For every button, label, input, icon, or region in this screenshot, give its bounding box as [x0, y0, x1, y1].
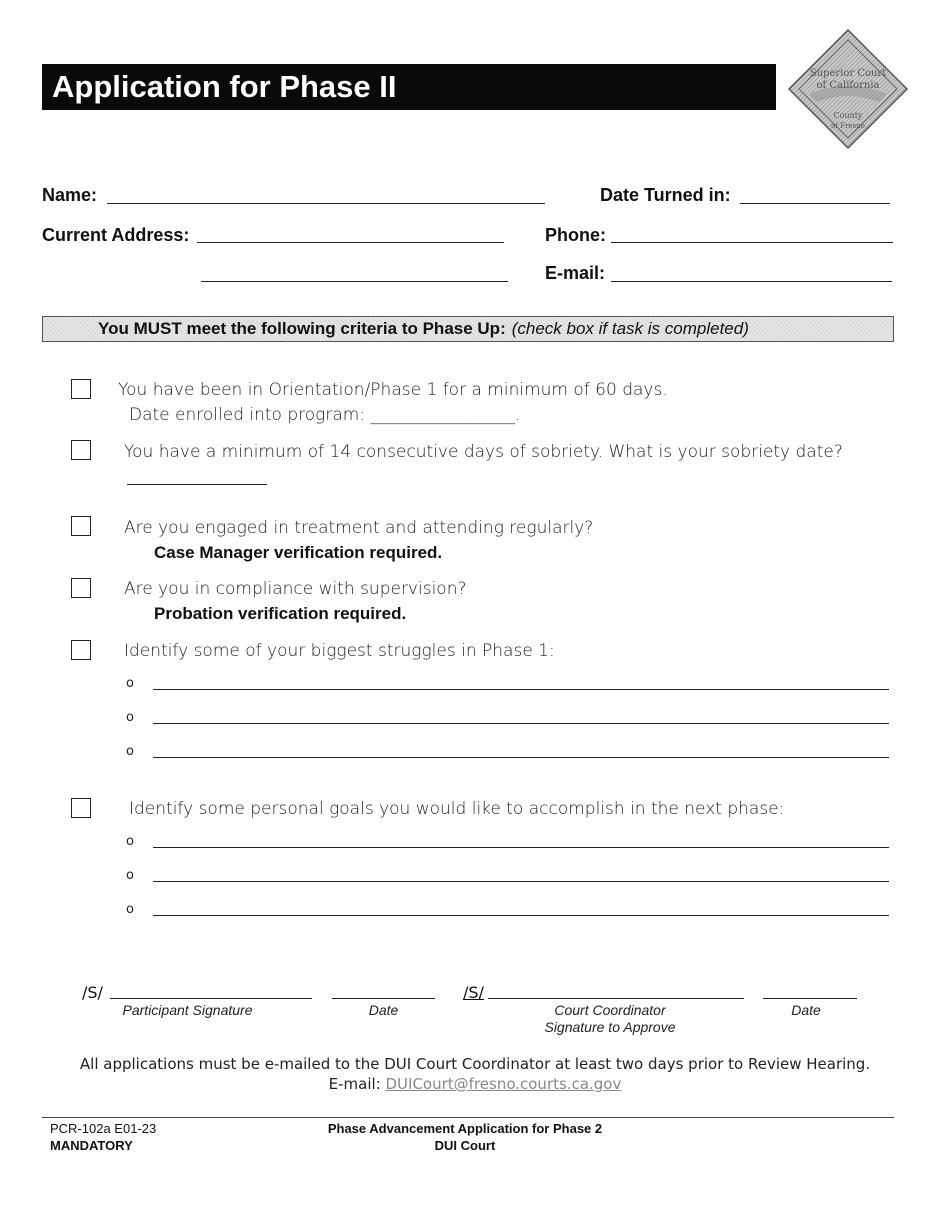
email-field[interactable] [611, 281, 892, 282]
notice-email-label: E-mail: [328, 1075, 381, 1093]
participant-signature-caption: Participant Signature [122, 1002, 253, 1018]
checkbox-orientation[interactable] [71, 379, 91, 399]
bullet: o [126, 868, 134, 883]
participant-date-field[interactable] [332, 998, 435, 999]
checkbox-struggles[interactable] [71, 640, 91, 660]
submission-notice: All applications must be e-mailed to the DUI Court Coordinator at least two days prior to Review Hearing. [79, 1055, 871, 1073]
court-seal-logo [787, 28, 909, 150]
criteria-item-text: Identify some personal goals you would like to accomplish in the next phase: [129, 799, 785, 819]
coordinator-signature-prefix: /S/ [463, 983, 484, 1002]
struggle-field-1[interactable] [153, 689, 889, 690]
date-turned-in-field[interactable] [740, 203, 890, 204]
participant-date-caption: Date [368, 1002, 399, 1018]
date-enrolled-prompt: Date enrolled into program: _________________. [129, 405, 521, 425]
bullet: o [126, 744, 134, 759]
email-label: E-mail: [545, 263, 606, 283]
goal-field-3[interactable] [153, 915, 889, 916]
participant-signature-prefix: /S/ [82, 983, 103, 1002]
name-label: Name: [42, 185, 98, 205]
criteria-item-text: Are you in compliance with supervision? [124, 579, 467, 599]
goal-field-2[interactable] [153, 881, 889, 882]
verification-note: Probation verification required. [154, 604, 407, 623]
struggle-field-3[interactable] [153, 757, 889, 758]
criteria-heading-text: You MUST meet the following criteria to Phase Up: [98, 319, 506, 338]
coordinator-caption-line1: Court Coordinator [554, 1002, 666, 1018]
bullet: o [126, 834, 134, 849]
criteria-item-text: You have been in Orientation/Phase 1 for a minimum of 60 days. [118, 380, 668, 400]
checkbox-supervision[interactable] [71, 578, 91, 598]
current-address-line-2-field[interactable] [201, 281, 508, 282]
coordinator-date-caption: Date [791, 1002, 821, 1018]
seal-text: of Fresno [831, 122, 865, 130]
verification-note: Case Manager verification required. [154, 543, 443, 562]
current-address-label: Current Address: [42, 225, 190, 245]
mandatory-label: MANDATORY [50, 1138, 133, 1153]
criteria-item-text: Identify some of your biggest struggles in Phase 1: [124, 641, 555, 661]
checkbox-goals[interactable] [71, 798, 91, 818]
form-title: Phase Advancement Application for Phase 2 [327, 1121, 603, 1136]
goal-field-1[interactable] [153, 847, 889, 848]
phone-field[interactable] [611, 242, 893, 243]
criteria-item-text: You have a minimum of 14 consecutive days of sobriety. What is your sobriety date? [124, 442, 843, 462]
sobriety-date-field[interactable] [127, 484, 267, 485]
date-turned-in-label: Date Turned in: [600, 185, 731, 205]
bullet: o [126, 902, 134, 917]
struggle-field-2[interactable] [153, 723, 889, 724]
name-field[interactable] [107, 203, 545, 204]
current-address-field[interactable] [197, 242, 504, 243]
coordinator-signature-field[interactable] [488, 998, 744, 999]
phone-label: Phone: [545, 225, 606, 245]
criteria-item-text: Are you engaged in treatment and attending regularly? [124, 518, 594, 538]
bullet: o [126, 710, 134, 725]
checkbox-sobriety[interactable] [71, 440, 91, 460]
seal-text: Superior Court [809, 68, 887, 79]
participant-signature-field[interactable] [110, 998, 312, 999]
coordinator-email-link[interactable]: DUICourt@fresno.courts.ca.gov [385, 1075, 622, 1093]
footer-divider [42, 1117, 894, 1118]
criteria-instruction: (check box if task is completed) [511, 319, 749, 338]
form-code: PCR-102a E01-23 [50, 1121, 157, 1136]
court-name: DUI Court [434, 1138, 496, 1153]
coordinator-caption-line2: Signature to Approve [544, 1019, 676, 1035]
checkbox-treatment[interactable] [71, 516, 91, 536]
coordinator-date-field[interactable] [763, 998, 857, 999]
notice-email-line [42, 1075, 908, 1093]
bullet: o [126, 676, 134, 691]
page-title: Application for Phase II [42, 64, 776, 110]
seal-text: of California [816, 80, 880, 91]
seal-text: County [833, 111, 863, 120]
criteria-heading [42, 316, 894, 342]
